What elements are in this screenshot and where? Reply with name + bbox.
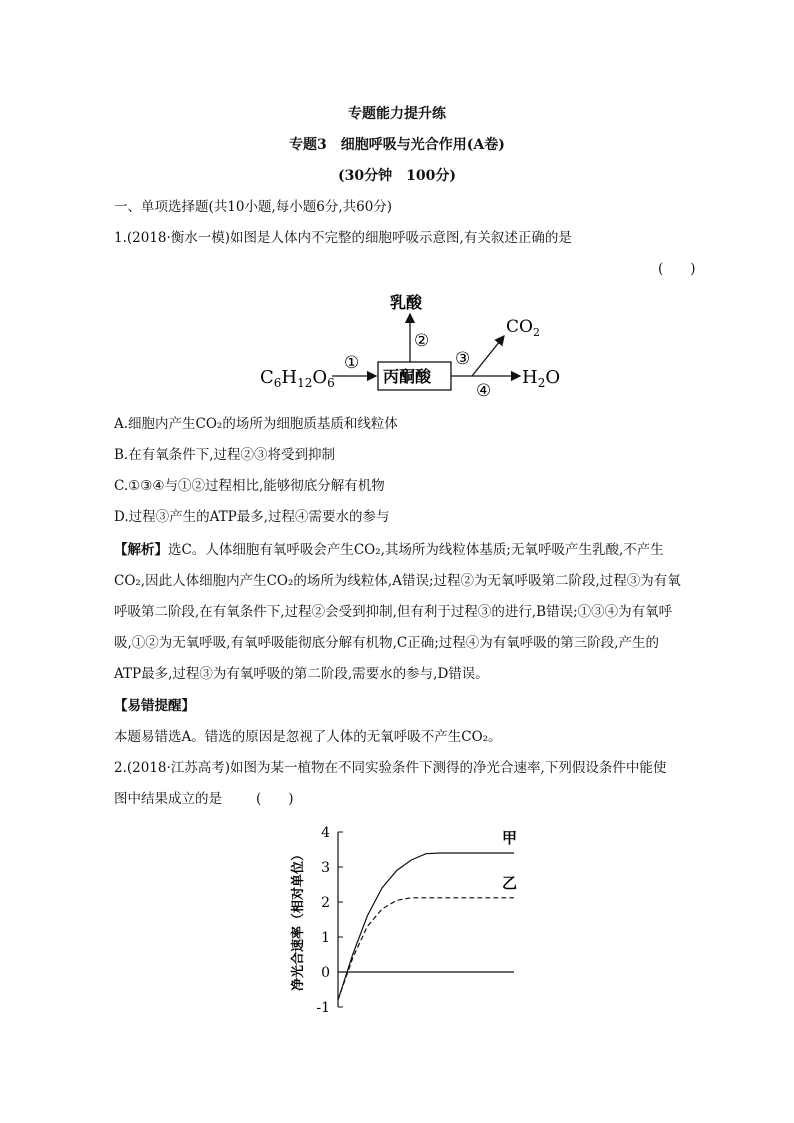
- q1-option-d: D.过程③产生的ATP最多,过程④需要水的参与: [114, 509, 390, 525]
- q2-answer-bracket: ( ): [256, 791, 294, 807]
- step4-label: ④: [476, 381, 492, 401]
- series-line-2: [338, 898, 514, 1000]
- section-heading: 一、单项选择题(共10小题,每小题6分,共60分): [114, 199, 393, 215]
- y-tick-label: -1: [316, 1000, 330, 1016]
- lactate-label: 乳酸: [390, 293, 423, 312]
- co2-formula: $CO_2$: [506, 317, 540, 339]
- q1-answer-bracket: ( ): [658, 261, 696, 277]
- q2-stem-line1: 2.(2018·江苏高考)如图为某一植物在不同实验条件下测得的净光合速率,下列假设条件中能使: [114, 760, 667, 776]
- q1-analysis-line: ATP最多,过程③为有氧呼吸的第二阶段,需要水的参与,D错误。: [114, 666, 489, 682]
- time-score: (30分钟 100分): [338, 168, 456, 184]
- q1-analysis-line: [114, 540, 664, 560]
- q2-stem-line2: [114, 789, 294, 809]
- q2-stem-text: 图中结果成立的是: [114, 791, 222, 807]
- y-tick-label: 1: [321, 930, 330, 946]
- y-tick-label: 0: [321, 965, 330, 981]
- tip-text: 本题易错选A。错选的原因是忽视了人体的无氧呼吸不产生CO₂。: [114, 729, 502, 745]
- q1-analysis-line: 吸,①②为无氧呼吸,有氧呼吸能彻底分解有机物,C正确;过程④为有氧呼吸的第三阶段,产生的: [114, 635, 660, 651]
- y-tick-label: 2: [321, 895, 330, 911]
- pyruvate-label: 丙酮酸: [383, 367, 432, 386]
- series-line-1: [338, 853, 514, 1000]
- q1-analysis-line: CO₂,因此人体细胞内产生CO₂的场所为线粒体,A错误;过程②为无氧呼吸第二阶段,过程③为有氧: [114, 573, 681, 589]
- respiration-diagram: [250, 284, 570, 404]
- y-tick-label: 4: [321, 825, 330, 841]
- analysis-text: 选C。人体细胞有氧呼吸会产生CO₂,其场所为线粒体基质;无氧呼吸产生乳酸,不产生: [168, 542, 664, 558]
- arrow-step3: [472, 336, 504, 376]
- q1-stem: 1.(2018·衡水一模)如图是人体内不完整的细胞呼吸示意图,有关叙述正确的是: [114, 230, 572, 246]
- y-tick-label: 3: [321, 860, 330, 876]
- q1-analysis-line: 呼吸第二阶段,在有氧条件下,过程②会受到抑制,但有利于过程③的进行,B错误;①③④为有氧呼: [114, 604, 673, 620]
- step1-label: ①: [344, 353, 360, 373]
- doc-title: 专题能力提升练: [348, 106, 446, 122]
- tip-label: 【易错提醒】: [114, 698, 195, 714]
- q1-option-b: B.在有氧条件下,过程②③将受到抑制: [114, 447, 336, 463]
- step3-label: ③: [455, 349, 471, 369]
- doc-subtitle: 专题3 细胞呼吸与光合作用(A卷): [289, 137, 505, 153]
- glucose-formula: $C_6H_{12}O_6$: [260, 367, 335, 390]
- q1-option-a: A.细胞内产生CO₂的场所为细胞质基质和线粒体: [114, 416, 398, 432]
- series-legend-label: 乙: [502, 873, 518, 892]
- y-axis-label: 净光合速率（相对单位）: [291, 847, 306, 992]
- water-formula: $H_2O$: [522, 367, 561, 390]
- series-legend-label: 甲: [502, 829, 518, 847]
- step2-label: ②: [414, 331, 430, 351]
- net-photosynthesis-chart: [280, 818, 540, 1028]
- q1-option-c: C.①③④与①②过程相比,能够彻底分解有机物: [114, 478, 385, 494]
- analysis-label: 【解析】: [114, 542, 168, 558]
